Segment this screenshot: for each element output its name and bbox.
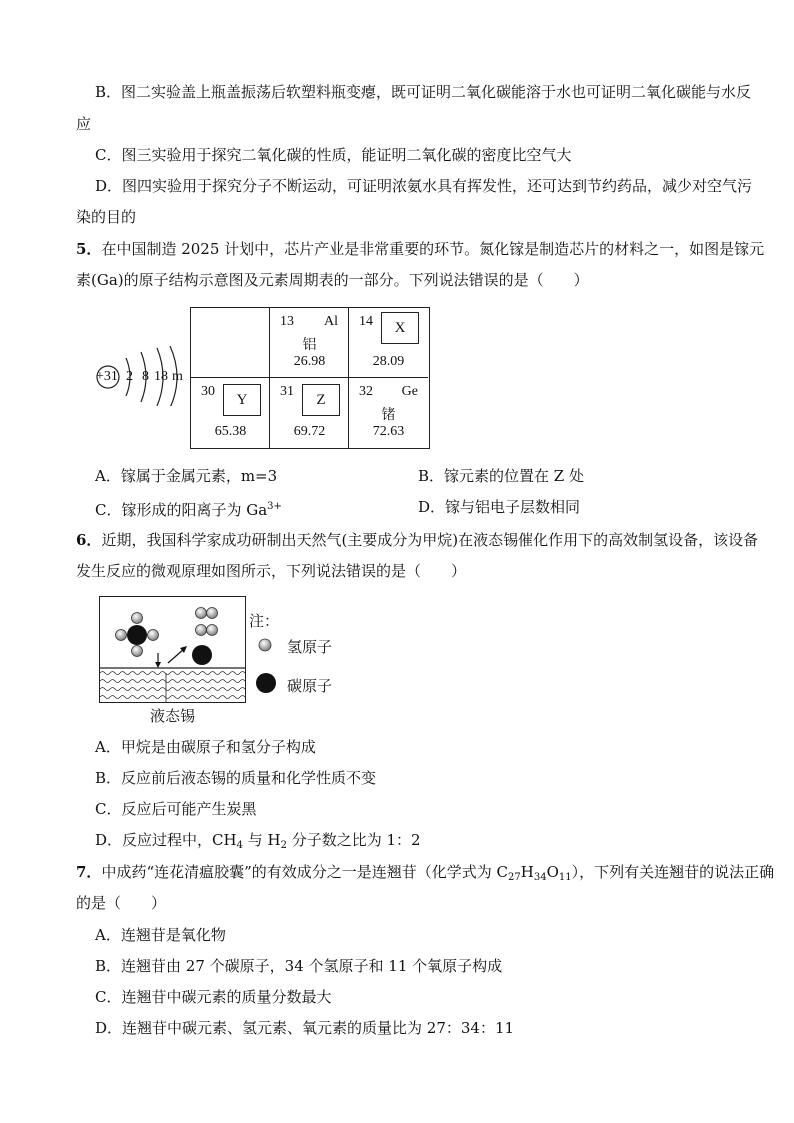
ge-number: 32 — [359, 384, 373, 399]
formula-c-subscript: 27 — [508, 872, 521, 883]
q4-option-b-line1: B．图二实验盖上瓶盖振荡后软塑料瓶变瘪，既可证明二氧化碳能溶于水也可证明二氧化碳能与水反 — [95, 83, 752, 101]
x-number: 14 — [359, 314, 373, 329]
q6-stem-line1 — [76, 530, 758, 550]
h2-subscript: 2 — [280, 840, 287, 851]
ge-name: 锗 — [381, 408, 396, 423]
al-symbol: Al — [324, 314, 338, 329]
nucleus-charge: +31 — [96, 369, 118, 384]
y-symbol-box: Y — [223, 384, 261, 416]
q7-stem-line2: 的是（ ） — [76, 894, 167, 912]
ch4-subscript: 4 — [236, 840, 243, 851]
al-name: 铝 — [302, 338, 317, 353]
q5-option-c-text: C．镓形成的阳离子为 Ga — [95, 501, 268, 519]
shell-2-electrons: 8 — [142, 369, 149, 384]
shell-4-electrons: m — [172, 369, 183, 384]
al-number: 13 — [280, 314, 294, 329]
q7-stem-text1: 中成药“连花清瘟胶囊”的有效成分之一是连翘苷（化学式为 C — [101, 863, 509, 881]
legend-title: 注： — [249, 612, 280, 630]
cell-al — [270, 308, 349, 378]
q6-option-a: A．甲烷是由碳原子和氢分子构成 — [95, 738, 316, 756]
q6-option-d — [95, 830, 421, 856]
y-mass: 65.38 — [214, 424, 247, 439]
methane-reaction-diagram — [99, 596, 246, 703]
q7-option-d: D．连翘苷中碳元素、氢元素、氧元素的质量比为 27：34：11 — [95, 1019, 515, 1037]
legend-carbon-label: 碳原子 — [287, 677, 333, 695]
formula-o: O — [546, 863, 559, 881]
q5-stem-text1: 在中国制造 2025 计划中，芯片产业是非常重要的环节。氮化镓是制造芯片的材料之一，如图是镓元 — [101, 240, 765, 258]
shell-3-electrons: 18 — [154, 369, 168, 384]
x-symbol-box: X — [381, 312, 419, 344]
cell-ge — [349, 378, 428, 448]
shell-1-electrons: 2 — [126, 369, 133, 384]
gallium-atom-structure-diagram — [94, 346, 194, 406]
q7-stem-text2: ），下列有关连翘苷的说法正确 — [571, 863, 775, 881]
q5-option-c — [95, 497, 282, 520]
empty-cell — [191, 308, 270, 378]
z-number: 31 — [280, 384, 294, 399]
q6-d-text1: D．反应过程中，CH — [95, 831, 237, 849]
formula-o-subscript: 11 — [558, 872, 572, 883]
cell-x — [349, 308, 428, 378]
q6-stem-text1: 近期，我国科学家成功研制出天然气(主要成分为甲烷)在液态锡催化作用下的高效制氢设备，该设备 — [101, 531, 759, 549]
q6-option-b: B．反应前后液态锡的质量和化学性质不变 — [95, 769, 377, 787]
q5-stem-line2: 素(Ga)的原子结构示意图及元素周期表的一部分。下列说法错误的是（ ） — [76, 271, 589, 289]
q6-d-text2: 与 H — [242, 831, 281, 849]
q4-option-d-line1: D．图四实验用于探究分子不断运动，可证明浓氨水具有挥发性，还可达到节约药品，减少对空气污 — [95, 177, 753, 195]
x-mass: 28.09 — [372, 354, 405, 369]
legend-hydrogen-label: 氢原子 — [287, 638, 333, 656]
hydrogen-atom-icon — [257, 637, 273, 653]
q4-option-b-line2: 应 — [76, 115, 92, 133]
q7-option-b: B．连翘苷由 27 个碳原子，34 个氢原子和 11 个氧原子构成 — [95, 957, 503, 975]
al-mass: 26.98 — [293, 354, 326, 369]
ge-symbol: Ge — [401, 384, 418, 399]
cell-y — [191, 378, 270, 448]
z-mass: 69.72 — [293, 424, 326, 439]
q6-stem-line2: 发生反应的微观原理如图所示，下列说法错误的是（ ） — [76, 562, 467, 580]
q4-option-c: C．图三实验用于探究二氧化碳的性质，能证明二氧化碳的密度比空气大 — [95, 146, 572, 164]
liquid-tin-label: 液态锡 — [150, 707, 196, 725]
q6-d-text3: 分子数之比为 1：2 — [286, 831, 421, 849]
q7-number: 7． — [76, 863, 102, 881]
formula-h-subscript: 34 — [533, 872, 547, 883]
z-symbol-box: Z — [302, 384, 340, 416]
q5-number: 5． — [76, 240, 102, 258]
cell-z — [270, 378, 349, 448]
q5-option-d: D．镓与铝电子层数相同 — [418, 498, 581, 516]
carbon-atom-icon — [255, 672, 279, 696]
q4-option-d-line2: 染的目的 — [76, 208, 137, 226]
q7-option-a: A．连翘苷是氧化物 — [95, 926, 226, 944]
periodic-table-fragment — [190, 307, 430, 449]
y-number: 30 — [201, 384, 215, 399]
q5-option-b: B．镓元素的位置在 Z 处 — [418, 467, 584, 485]
q5-option-a: A．镓属于金属元素，m=3 — [95, 467, 278, 485]
ge-mass: 72.63 — [372, 424, 405, 439]
q6-option-c: C．反应后可能产生炭黑 — [95, 800, 257, 818]
q6-number: 6． — [76, 531, 102, 549]
q7-stem-line1 — [76, 862, 774, 888]
q5-stem-line1 — [76, 239, 764, 259]
ion-charge-superscript: 3+ — [267, 501, 282, 512]
q7-option-c: C．连翘苷中碳元素的质量分数最大 — [95, 988, 332, 1006]
formula-h: H — [520, 863, 534, 881]
